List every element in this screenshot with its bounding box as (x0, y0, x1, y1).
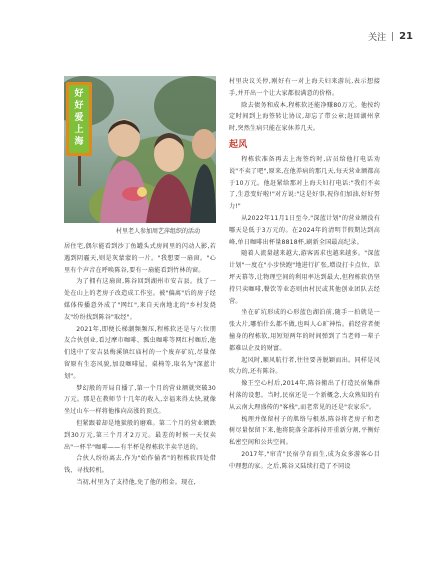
paragraph: 2021年,即便长梯潮频频压,程栋软还是与六位朋友合伙创业,看过摩市咖啡、瓢虫咖啡等网红村咖后,他们选中了安吉县梅溪镇红庙村的一个废弃矿坑,尽量保留原有生态风貌,加设咖啡屋、桌椅等,取名为"深蓝计划"。 (64, 325, 216, 380)
paragraph: 2017年,"帘青"民宿孕育而生,成为众多游客心目中理想的家。之后,陈谷又陆续打造了不同设 (229, 450, 380, 470)
paragraph: 除去债务和成本,程栋软还能净赚80万元。他按约定时间到上海签转让协议,却忘了带公章;赶回湖州拿时,突然生病只能在家休养几天。 (229, 101, 380, 133)
paragraph: 居住宅,偶尔能看到沙丁鱼罐头式房间里的闪动人影,若遇到阴霾天,则是灰蒙蒙的一片。"我想要一扇窗。"心里有个声音在呼唤陈谷,要有一扇能看到竹林的窗。 (64, 243, 216, 274)
photo-illustration (64, 76, 216, 223)
page-header (368, 30, 413, 43)
left-column (64, 241, 216, 489)
page-number: 21 (399, 31, 413, 42)
right-column (229, 76, 380, 473)
paragraph: 合伙人纷纷离去,作为"始作俑者"的程栋软四处借钱、寻找转机。 (64, 455, 216, 475)
header-divider (392, 32, 393, 41)
paragraph: 当初,村里为了支持他,免了他的租金。现在, (76, 478, 196, 486)
paragraph: 起风时,顺风航行者,往往要善脱颖而出。同样是风吹力的,还有陈谷。 (229, 356, 380, 376)
paragraph: 但紧跟着却是地狱般的磨难。第二个月的营业额跌到30万元,第三个月才2万元。最差的时候一天仅卖出"一杯半"咖啡——有半杯是程栋软半卖半送的。 (64, 419, 216, 451)
photo-caption: 村里老人参加周艺萍组织的活动 (116, 228, 201, 235)
article-photo (64, 76, 216, 223)
section-label: 关注 (368, 33, 387, 43)
paragraph: 像王空心村后,2014年,陈谷搬出了打造民宿集群村落的设想。当时,民宿还是一个新概念,大众熟知的有从云南大理盛传的"客栈",而老常见的还是"农家乐"。 (229, 380, 380, 411)
sign-text: 好 好 爱 上 海 (74, 89, 84, 147)
paragraph: 坐在矿坑形成的心形蓝色湖泊前,随手一拍就是一张大片,哪怕什么都不做,也叫人心旷神怡。前经营者便撞身的程栋软,用短短两年的时间弹到了当老师一辈子都难以企及的财富。 (229, 309, 380, 352)
paragraph: 从2022年11月1日至今,"深蓝计划"的营业额没有哪天是低于3万元的。在2024年的清明节假期达到高峰,单日咖啡出杯量8818杯,刷新全国最高纪录。 (229, 214, 380, 246)
paragraph: 随着人流量越来越大,游客需求也越来越多。"深蓝计划"一度在"小步快跑"地进行扩张,增设打卡点位、草坪天幕等,让物理空间的利用率达到最大,但程栋软仍坚持只卖咖啡,餐饮等业态则由村民或其他创业团队去经营。 (229, 250, 380, 305)
paragraph: 村里决议关停,刚好有一对上海夫妇来游玩,表示想接手,并开出一个让大家都很满意的价格。 (229, 78, 380, 97)
paragraph: 梳理并保留村子的肌络与根基,陈谷将老房子和老树尽量保留下来,他将院落全部拆掉开重新分割,平衡好私密空间和公共空间。 (229, 415, 380, 447)
section-heading: 起风 (229, 139, 248, 150)
paragraph: 程栋软准备再去上海签约时,店员给他打电话劝说"不卖了吧",原来,在他养病的那几天,每天营业额都高于10万元。他赶紧给那对上海夫妇打电话:"我们不卖了,生意变好啦!"对方说:"这是好事,祝你们加油,好好努力!" (229, 155, 380, 211)
paragraph: 梦幻般的开局自播了,第一个月的营业额就突破30万元。那是在教师节十几年的收入,幸福来得太快,就像坐过山车一样将他推向高涨的顶点。 (64, 384, 216, 416)
paragraph: 为了拥有这扇窗,陈谷回到湖州市安吉县。找了一处在山上的老房子改造成工作室。被"偏离"后的房子经媒体传播意外成了"网红",来自天南地北的"乡村发烧友"纷纷找到陈谷"取经"。 (64, 278, 216, 321)
